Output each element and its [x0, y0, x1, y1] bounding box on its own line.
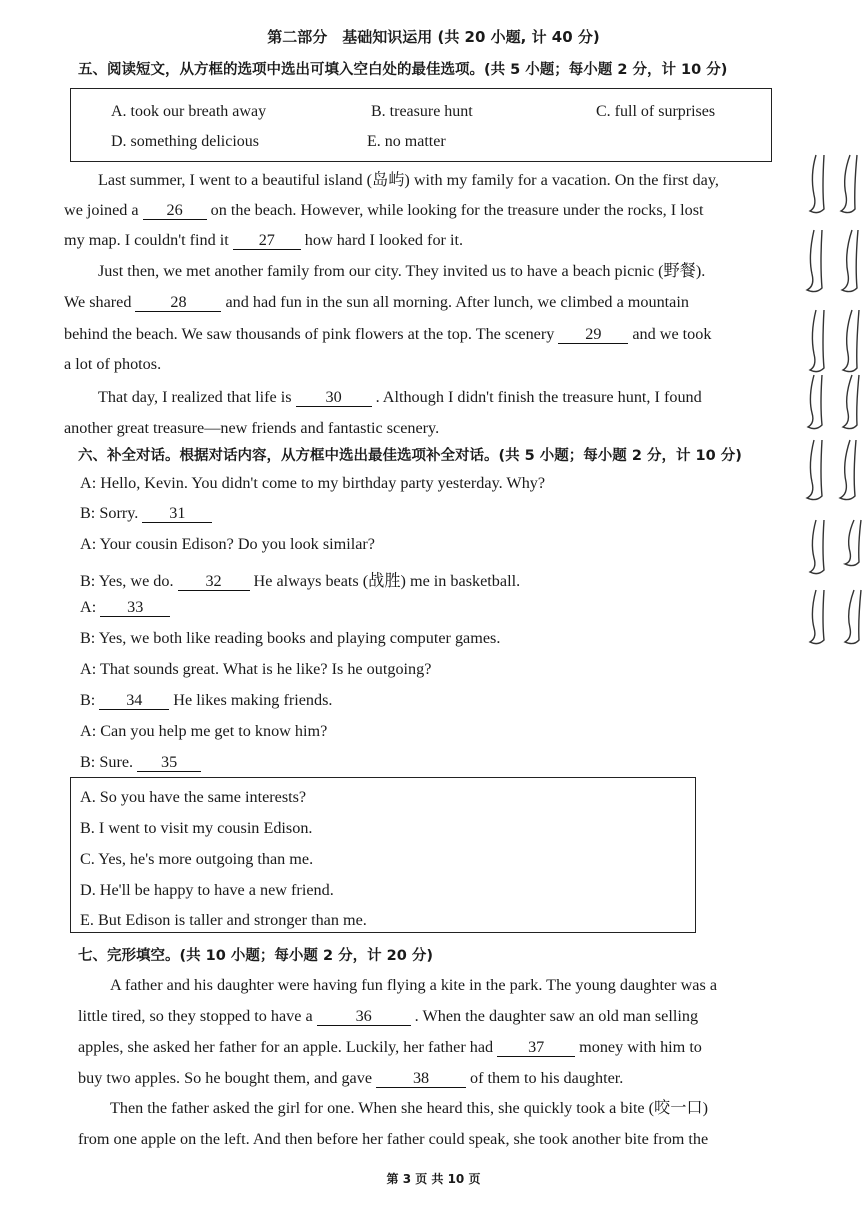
section7-line-2: little tired, so they stopped to have a 36 . When the daughter saw an old man selling — [78, 1007, 699, 1025]
section5-line-3: my map. I couldn't find it 27 how hard I looked for it. — [64, 231, 464, 249]
dialogue-line-9: A: Can you help me get to know him? — [80, 722, 328, 740]
blank-32: 32 — [178, 573, 250, 591]
section7-line-6: from one apple on the left. And then before her father could speak, she took another bite from the — [78, 1130, 709, 1148]
doodle-13 — [810, 590, 824, 644]
section6-option-a: A. So you have the same interests? — [80, 788, 307, 806]
section5-title: 五、阅读短文，从方框的选项中选出可填入空白处的最佳选项。(共 5 小题；每小题 2 分，计 10 分) — [78, 62, 728, 78]
dialogue-line-10: B: Sure. 35 — [80, 753, 205, 772]
section5-line-6: behind the beach. We saw thousands of pink flowers at the top. The scenery 29 and we took — [64, 325, 712, 343]
page-footer: 第 3 页 共 10 页 — [386, 1172, 481, 1186]
blank-27: 27 — [233, 232, 301, 250]
section5-line-8: That day, I realized that life is 30 . Although I didn't finish the treasure hunt, I found — [98, 388, 702, 406]
section5-line-1: Last summer, I went to a beautiful island (岛屿) with my family for a vacation. On the first day, — [98, 171, 719, 189]
doodle-3 — [807, 230, 822, 292]
blank-28: 28 — [135, 294, 221, 312]
dialogue-line-8: B: 34 He likes making friends. — [80, 691, 333, 709]
margin-doodles — [798, 150, 867, 730]
doodle-4 — [842, 230, 858, 292]
doodle-11 — [810, 520, 824, 574]
blank-37: 37 — [497, 1039, 575, 1057]
section6-title: 六、补全对话。根据对话内容，从方框中选出最佳选项补全对话。(共 5 小题；每小题 2 分，计 10 分) — [78, 448, 742, 464]
doodle-5 — [810, 310, 824, 372]
section7-line-3: apples, she asked her father for an apple. Luckily, her father had 37 money with him to — [78, 1038, 702, 1056]
section7-title: 七、完形填空。(共 10 小题；每小题 2 分，计 20 分) — [78, 948, 433, 964]
doodle-14 — [845, 590, 861, 644]
section7-line-1: A father and his daughter were having fun flying a kite in the park. The young daughter was a — [110, 976, 717, 994]
section5-option-d: D. something delicious — [111, 133, 259, 150]
section6-option-d: D. He'll be happy to have a new friend. — [80, 881, 334, 899]
section5-option-c: C. full of surprises — [596, 103, 716, 120]
dialogue-line-6: B: Yes, we both like reading books and playing computer games. — [80, 629, 501, 647]
part-heading: 第二部分 基础知识运用 (共 20 小题, 计 40 分) — [267, 28, 600, 46]
blank-34: 34 — [99, 692, 169, 710]
dialogue-line-1: A: Hello, Kevin. You didn't come to my birthday party yesterday. Why? — [80, 474, 546, 492]
section5-option-e: E. no matter — [367, 133, 446, 150]
doodle-9 — [807, 440, 822, 500]
dialogue-line-2: B: Sorry. 31 — [80, 504, 216, 523]
doodle-10 — [840, 440, 856, 500]
section5-line-2: we joined a 26 on the beach. However, while looking for the treasure under the rocks, I lost — [64, 201, 704, 219]
dialogue-line-5: A: 33 — [80, 598, 174, 617]
blank-38: 38 — [376, 1070, 466, 1088]
dialogue-line-4: B: Yes, we do. 32 He always beats (战胜) me in basketball. — [80, 572, 521, 590]
dialogue-line-7: A: That sounds great. What is he like? Is he outgoing? — [80, 660, 432, 678]
doodle-1 — [810, 155, 824, 213]
blank-31: 31 — [142, 505, 212, 523]
section6-option-e: E. But Edison is taller and stronger than me. — [80, 911, 367, 929]
doodle-12 — [845, 520, 861, 566]
section5-line-4: Just then, we met another family from our city. They invited us to have a beach picnic (野餐). — [98, 262, 706, 280]
section7-line-4: buy two apples. So he bought them, and gave 38 of them to his daughter. — [78, 1069, 624, 1087]
doodle-6 — [843, 310, 859, 372]
section6-option-c: C. Yes, he's more outgoing than me. — [80, 850, 314, 868]
section5-line-7: a lot of photos. — [64, 355, 162, 373]
doodle-2 — [841, 155, 857, 213]
blank-30: 30 — [296, 389, 372, 407]
blank-35: 35 — [137, 754, 201, 772]
section6-option-b: B. I went to visit my cousin Edison. — [80, 819, 313, 837]
blank-29: 29 — [558, 326, 628, 344]
section5-line-9: another great treasure—new friends and fantastic scenery. — [64, 419, 440, 437]
dialogue-line-3: A: Your cousin Edison? Do you look similar? — [80, 535, 375, 553]
section5-option-a: A. took our breath away — [111, 103, 267, 120]
blank-36: 36 — [317, 1008, 411, 1026]
section5-option-box — [70, 88, 772, 162]
blank-33: 33 — [100, 599, 170, 617]
section7-line-5: Then the father asked the girl for one. When she heard this, she quickly took a bite (咬一口) — [110, 1099, 709, 1117]
doodle-8 — [843, 375, 859, 429]
doodle-7 — [808, 375, 822, 429]
section5-option-b: B. treasure hunt — [371, 103, 473, 120]
section5-line-5: We shared 28 and had fun in the sun all morning. After lunch, we climbed a mountain — [64, 293, 689, 311]
blank-26: 26 — [143, 202, 207, 220]
